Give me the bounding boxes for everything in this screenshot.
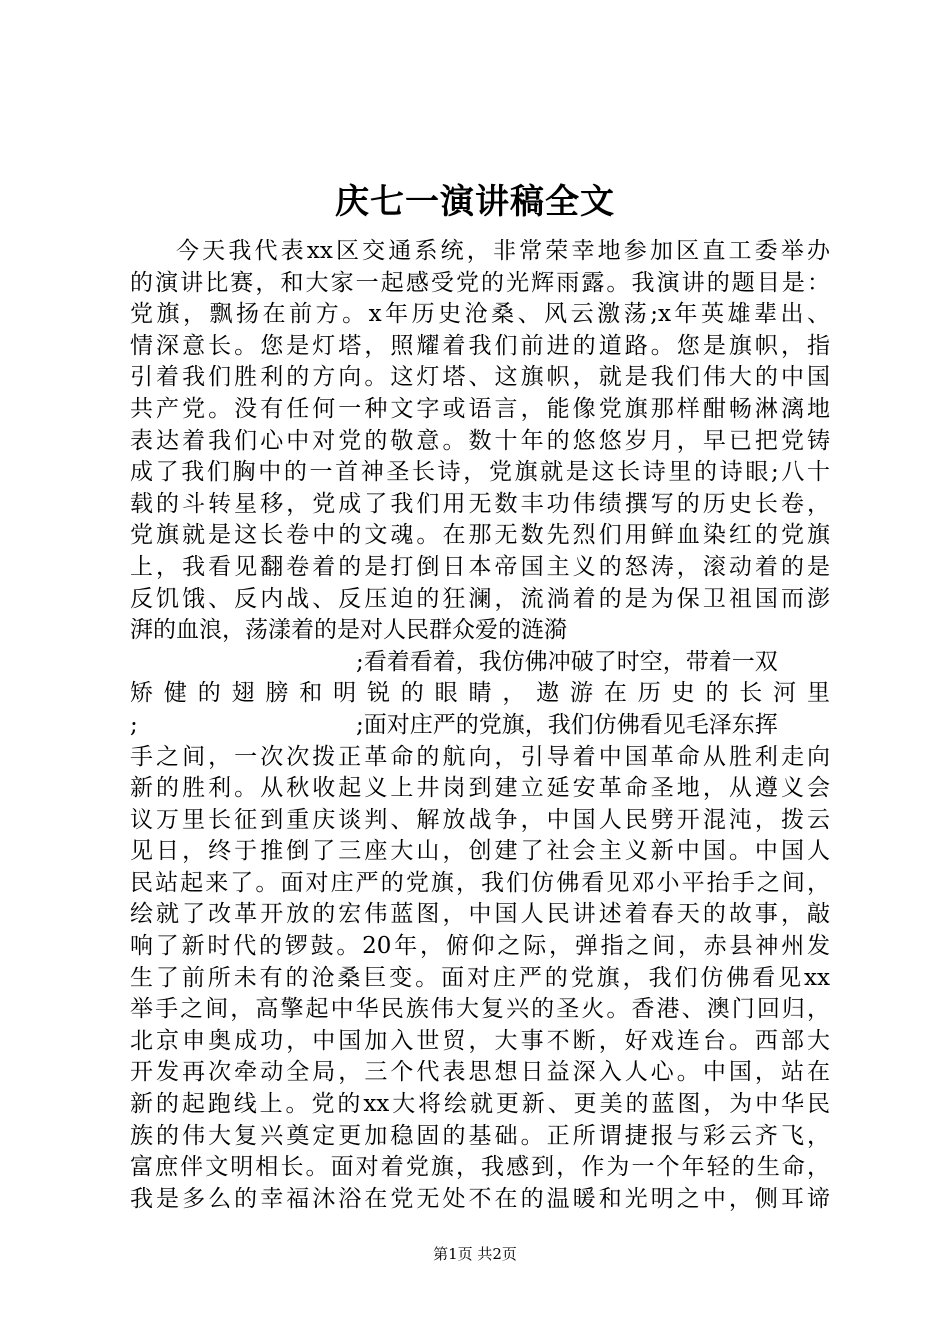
text-line: 成了我们胸中的一首神圣长诗，党旗就是这长诗里的诗眼;八十 <box>130 459 830 486</box>
text-line: 新的胜利。从秋收起义上井岗到建立延安革命圣地，从遵义会 <box>130 775 830 802</box>
text-line: 绘就了改革开放的宏伟蓝图，中国人民讲述着春天的故事，敲 <box>130 901 830 928</box>
text-line: 手之间，一次次拨正革命的航向，引导着中国革命从胜利走向 <box>130 743 830 770</box>
text-line: 党旗就是这长卷中的文魂。在那无数先烈们用鲜血染红的党旗 <box>130 522 830 549</box>
text-line: 北京申奥成功，中国加入世贸，大事不断，好戏连台。西部大 <box>130 1027 830 1054</box>
text-line: 响了新时代的锣鼓。20年，俯仰之际，弹指之间，赤县神州发 <box>130 933 830 960</box>
text-line: 矫健的翅膀和明锐的眼睛，遨游在历史的长河里 <box>130 680 830 707</box>
text-line: ;看着看着，我仿佛冲破了时空，带着一双 <box>356 648 778 675</box>
page-number-footer: 第1页 共2页 <box>433 1245 517 1263</box>
text-line: 见日，终于推倒了三座大山，创建了社会主义新中国。中国人 <box>130 838 830 865</box>
text-line: 党旗，飘扬在前方。x年历史沧桑、风云激荡;x年英雄辈出、 <box>130 301 830 328</box>
text-line: 议万里长征到重庆谈判、解放战争，中国人民劈开混沌，拨云 <box>130 806 830 833</box>
text-line: 开发再次牵动全局，三个代表思想日益深入人心。中国，站在 <box>130 1059 830 1086</box>
text-line: 共产党。没有任何一种文字或语言，能像党旗那样酣畅淋漓地 <box>130 395 830 422</box>
text-line: 的演讲比赛，和大家一起感受党的光辉雨露。我演讲的题目是： <box>130 269 830 296</box>
text-line: 举手之间，高擎起中华民族伟大复兴的圣火。香港、澳门回归， <box>130 996 830 1023</box>
text-line: 表达着我们心中对党的敬意。数十年的悠悠岁月，早已把党铸 <box>130 427 830 454</box>
text-line: 反饥饿、反内战、反压迫的狂澜，流淌着的是为保卫祖国而澎 <box>130 585 830 612</box>
document-body <box>130 236 830 1215</box>
text-line: 情深意长。您是灯塔，照耀着我们前进的道路。您是旗帜，指 <box>130 332 830 359</box>
text-line: 载的斗转星移，党成了我们用无数丰功伟绩撰写的历史长卷， <box>130 490 830 517</box>
text-line: 上，我看见翻卷着的是打倒日本帝国主义的怒涛，滚动着的是 <box>130 553 830 580</box>
text-fragment: ; <box>130 711 138 738</box>
text-line: 生了前所未有的沧桑巨变。面对庄严的党旗，我们仿佛看见xx <box>130 964 830 991</box>
text-fragment: ;面对庄严的党旗，我们仿佛看见毛泽东挥 <box>356 711 778 738</box>
text-line: 今天我代表xx区交通系统，非常荣幸地参加区直工委举办 <box>176 238 830 264</box>
text-line: 民站起来了。面对庄严的党旗，我们仿佛看见邓小平抬手之间， <box>130 869 830 896</box>
text-line-split <box>130 710 830 742</box>
text-line: 新的起跑线上。党的xx大将绘就更新、更美的蓝图，为中华民 <box>130 1091 830 1118</box>
text-line: 族的伟大复兴奠定更加稳固的基础。正所谓捷报与彩云齐飞， <box>130 1122 830 1149</box>
text-line: 湃的血浪，荡漾着的是对人民群众爱的涟漪 <box>130 617 567 644</box>
text-line: 富庶伴文明相长。面对着党旗，我感到，作为一个年轻的生命， <box>130 1154 830 1181</box>
text-line: 引着我们胜利的方向。这灯塔、这旗帜，就是我们伟大的中国 <box>130 364 830 391</box>
text-line: 我是多么的幸福沐浴在党无处不在的温暖和光明之中，侧耳谛 <box>130 1185 830 1212</box>
document-title: 庆七一演讲稿全文 <box>335 182 615 222</box>
